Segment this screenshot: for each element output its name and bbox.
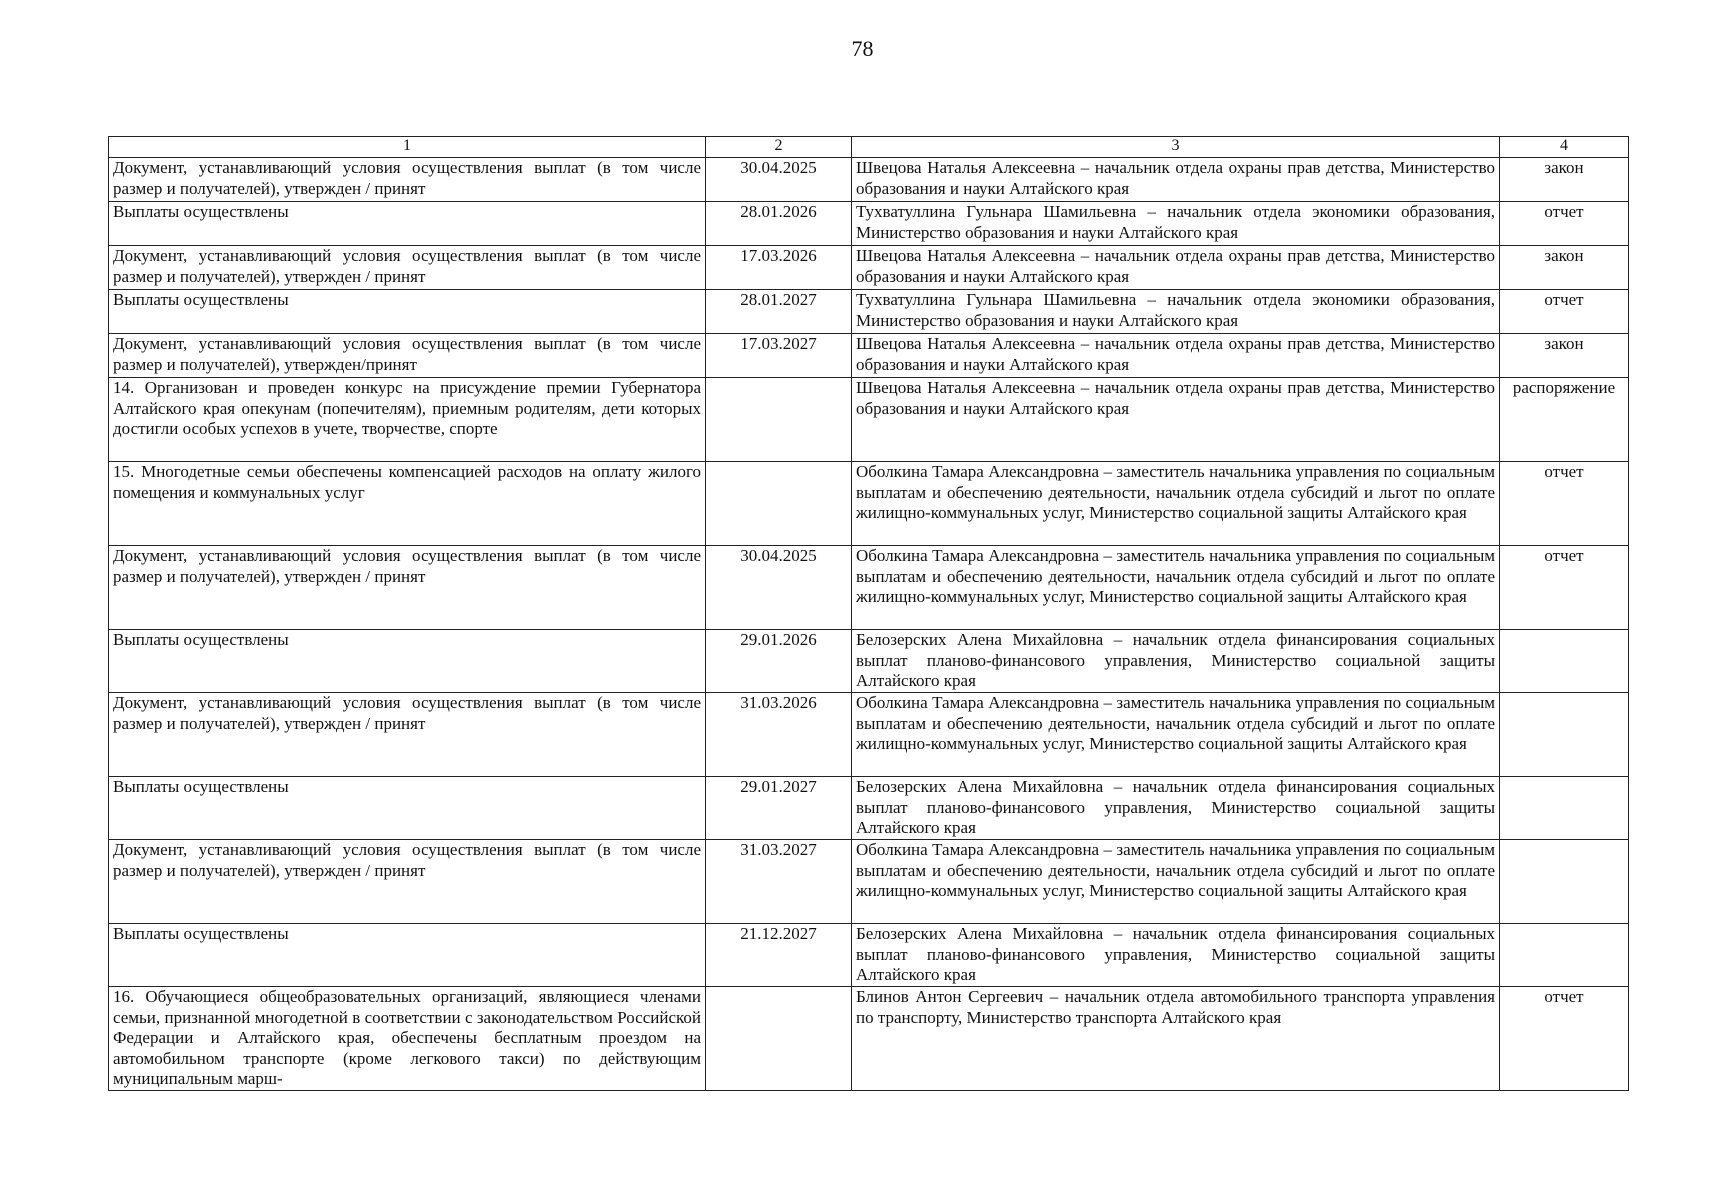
document-type-cell: отчет: [1500, 202, 1629, 246]
document-type-cell: [1500, 924, 1629, 987]
table-row: [109, 693, 1629, 777]
responsible-cell: Тухватуллина Гульнара Шамильевна – начальник отдела экономики образования, Министерство образования и науки Алтайского края: [852, 202, 1500, 246]
date-cell: 28.01.2026: [706, 202, 852, 246]
document-type-cell: распоряжение: [1500, 378, 1629, 462]
date-cell: 21.12.2027: [706, 924, 852, 987]
responsible-cell: Швецова Наталья Алексеевна – начальник отдела охраны прав детства, Министерство образования и науки Алтайского края: [852, 158, 1500, 202]
table-row: [109, 334, 1629, 378]
document-type-cell: отчет: [1500, 290, 1629, 334]
result-cell: Выплаты осуществлены: [109, 924, 706, 987]
responsible-cell: Белозерских Алена Михайловна – начальник отдела финансирования социальных выплат планово-финансового управления, Министерство социальной защиты Алтайского края: [852, 630, 1500, 693]
date-cell: [706, 462, 852, 546]
document-type-cell: закон: [1500, 246, 1629, 290]
column-header: 4: [1500, 137, 1629, 158]
table-row: [109, 777, 1629, 840]
document-type-cell: [1500, 840, 1629, 924]
result-cell: Документ, устанавливающий условия осуществления выплат (в том числе размер и получателей), утвержден / принят: [109, 158, 706, 202]
date-cell: 29.01.2026: [706, 630, 852, 693]
responsible-cell: Блинов Антон Сергеевич – начальник отдела автомобильного транспорта управления по транспорту, Министерство транспорта Алтайского края: [852, 987, 1500, 1091]
result-cell: Документ, устанавливающий условия осуществления выплат (в том числе размер и получателей), утвержден / принят: [109, 693, 706, 777]
document-type-cell: закон: [1500, 334, 1629, 378]
responsible-cell: Оболкина Тамара Александровна – заместитель начальника управления по социальным выплатам и обеспечению деятельности, начальник отдела субсидий и льгот по оплате жилищно-коммунальных услуг, Министерство социальной защиты Алтайского края: [852, 840, 1500, 924]
table-row: [109, 987, 1629, 1091]
date-cell: 31.03.2027: [706, 840, 852, 924]
table-row: [109, 546, 1629, 630]
result-cell: Выплаты осуществлены: [109, 777, 706, 840]
responsible-cell: Белозерских Алена Михайловна – начальник отдела финансирования социальных выплат планово-финансового управления, Министерство социальной защиты Алтайского края: [852, 924, 1500, 987]
result-cell: 14. Организован и проведен конкурс на присуждение премии Губернатора Алтайского края опекунам (попечителям), приемным родителям, дети которых достигли особых успехов в учете, творчестве, спорте: [109, 378, 706, 462]
document-type-cell: [1500, 630, 1629, 693]
responsible-cell: Тухватуллина Гульнара Шамильевна – начальник отдела экономики образования, Министерство образования и науки Алтайского края: [852, 290, 1500, 334]
table-row: [109, 290, 1629, 334]
date-cell: 29.01.2027: [706, 777, 852, 840]
column-header: 2: [706, 137, 852, 158]
table-row: [109, 840, 1629, 924]
result-cell: Документ, устанавливающий условия осуществления выплат (в том числе размер и получателей), утвержден / принят: [109, 840, 706, 924]
result-cell: Выплаты осуществлены: [109, 630, 706, 693]
responsible-cell: Оболкина Тамара Александровна – заместитель начальника управления по социальным выплатам и обеспечению деятельности, начальник отдела субсидий и льгот по оплате жилищно-коммунальных услуг, Министерство социальной защиты Алтайского края: [852, 462, 1500, 546]
column-header: 1: [109, 137, 706, 158]
result-cell: Документ, устанавливающий условия осуществления выплат (в том числе размер и получателей), утвержден / принят: [109, 246, 706, 290]
responsible-cell: Белозерских Алена Михайловна – начальник отдела финансирования социальных выплат планово-финансового управления, Министерство социальной защиты Алтайского края: [852, 777, 1500, 840]
document-type-cell: закон: [1500, 158, 1629, 202]
document-table: [108, 136, 1629, 1091]
date-cell: 17.03.2026: [706, 246, 852, 290]
date-cell: 31.03.2026: [706, 693, 852, 777]
table-row: [109, 246, 1629, 290]
table-header-row: [109, 137, 1629, 158]
document-type-cell: отчет: [1500, 462, 1629, 546]
result-cell: Документ, устанавливающий условия осуществления выплат (в том числе размер и получателей), утвержден / принят: [109, 546, 706, 630]
responsible-cell: Оболкина Тамара Александровна – заместитель начальника управления по социальным выплатам и обеспечению деятельности, начальник отдела субсидий и льгот по оплате жилищно-коммунальных услуг, Министерство социальной защиты Алтайского края: [852, 693, 1500, 777]
result-cell: Выплаты осуществлены: [109, 202, 706, 246]
table-row: [109, 630, 1629, 693]
result-cell: 15. Многодетные семьи обеспечены компенсацией расходов на оплату жилого помещения и коммунальных услуг: [109, 462, 706, 546]
responsible-cell: Швецова Наталья Алексеевна – начальник отдела охраны прав детства, Министерство образования и науки Алтайского края: [852, 334, 1500, 378]
responsible-cell: Оболкина Тамара Александровна – заместитель начальника управления по социальным выплатам и обеспечению деятельности, начальник отдела субсидий и льгот по оплате жилищно-коммунальных услуг, Министерство социальной защиты Алтайского края: [852, 546, 1500, 630]
document-type-cell: отчет: [1500, 546, 1629, 630]
date-cell: 30.04.2025: [706, 158, 852, 202]
table-row: [109, 462, 1629, 546]
document-type-cell: [1500, 777, 1629, 840]
result-cell: 16. Обучающиеся общеобразовательных организаций, являющиеся членами семьи, признанной многодетной в соответствии с законодательством Российской Федерации и Алтайского края, обеспечены бесплатным проездом на автомобильном транспорте (кроме легкового такси) по действующим муниципальным марш-: [109, 987, 706, 1091]
result-cell: Выплаты осуществлены: [109, 290, 706, 334]
date-cell: 28.01.2027: [706, 290, 852, 334]
column-header: 3: [852, 137, 1500, 158]
date-cell: [706, 987, 852, 1091]
responsible-cell: Швецова Наталья Алексеевна – начальник отдела охраны прав детства, Министерство образования и науки Алтайского края: [852, 378, 1500, 462]
document-type-cell: отчет: [1500, 987, 1629, 1091]
table-row: [109, 924, 1629, 987]
table-row: [109, 378, 1629, 462]
page-number: 78: [851, 36, 874, 61]
table-row: [109, 202, 1629, 246]
result-cell: Документ, устанавливающий условия осуществления выплат (в том числе размер и получателей), утвержден/принят: [109, 334, 706, 378]
table-row: [109, 158, 1629, 202]
date-cell: 30.04.2025: [706, 546, 852, 630]
date-cell: 17.03.2027: [706, 334, 852, 378]
date-cell: [706, 378, 852, 462]
responsible-cell: Швецова Наталья Алексеевна – начальник отдела охраны прав детства, Министерство образования и науки Алтайского края: [852, 246, 1500, 290]
document-type-cell: [1500, 693, 1629, 777]
